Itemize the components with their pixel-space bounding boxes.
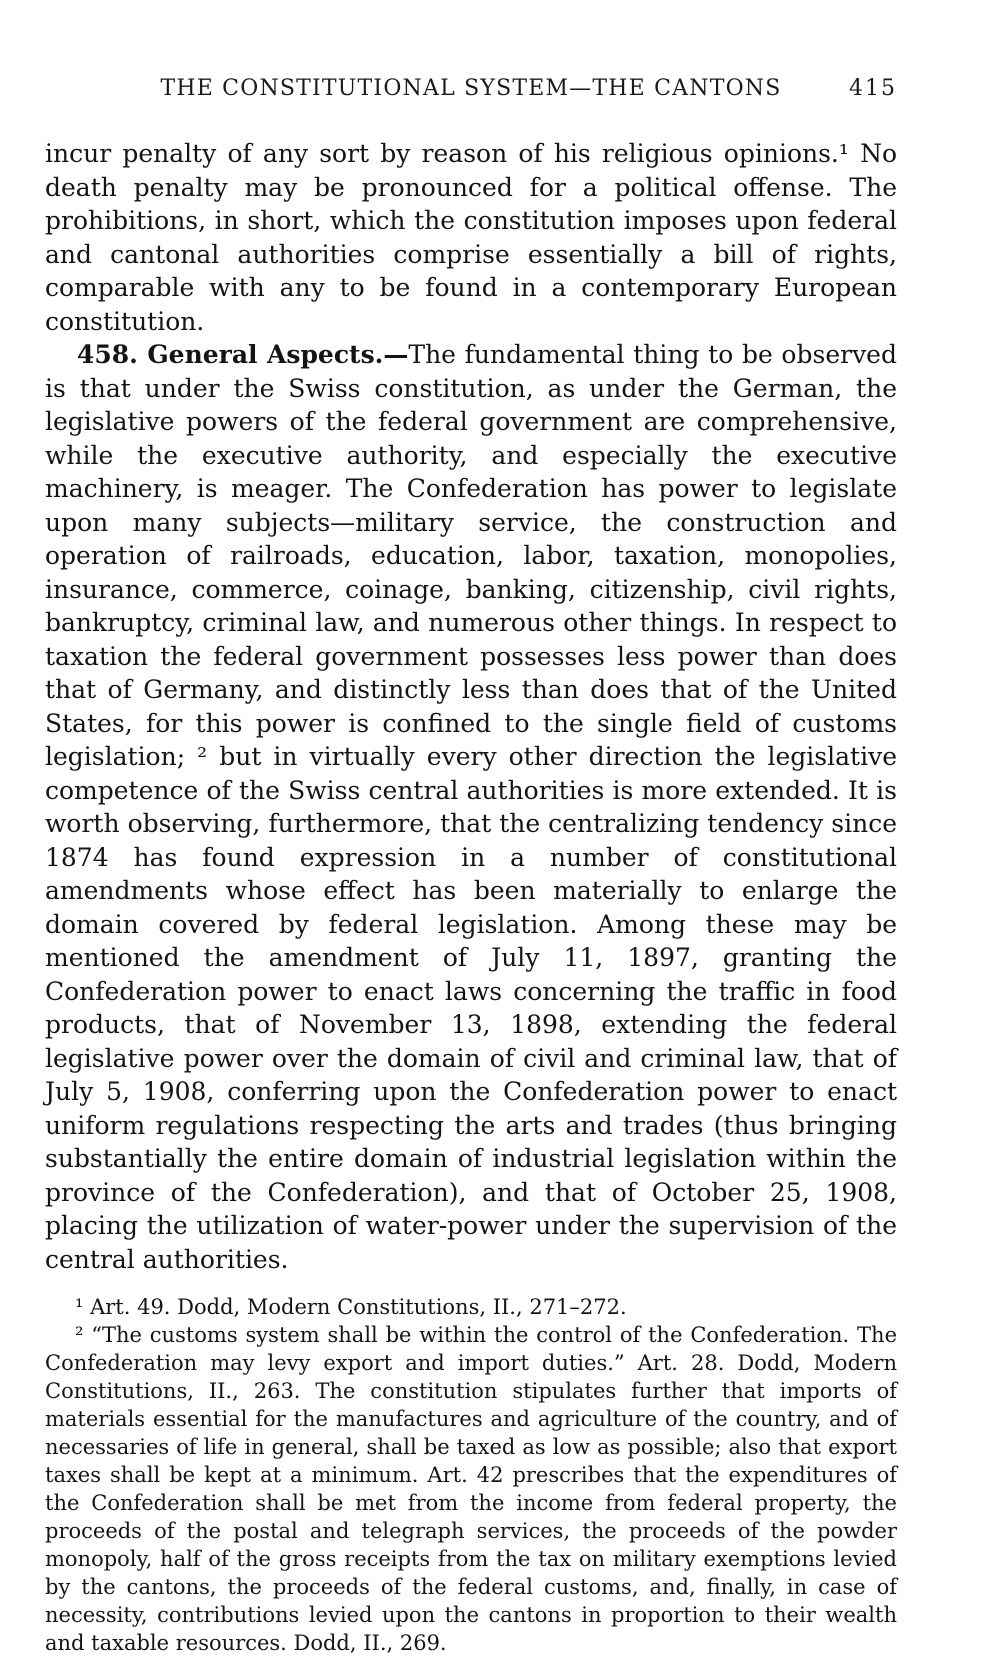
footnote-1: ¹ Art. 49. Dodd, Modern Constitutions, II., 271–272. xyxy=(75,1295,627,1319)
running-head xyxy=(45,76,897,101)
footnotes-section xyxy=(45,1293,897,1657)
body-text xyxy=(45,137,897,1276)
paragraph-general-aspects xyxy=(45,338,897,1276)
footnote-2: ² “The customs system shall be within the control of the Confederation. The Confederation may levy export and import duties.” Art. 28. Dodd, Modern Constitutions, II., 263. The constitution stipulates further that imports of materials essential for the manufactures and agriculture of the country, and of necessaries of life in general, shall be taxed as low as possible; also that export taxes shall be kept at a minimum. Art. 42 prescribes that the expenditures of the Confederation shall be met from the income from federal property, the proceeds of the postal and telegraph services, the proceeds of the powder monopoly, half of the gross receipts from the tax on military exemptions levied by the cantons, the proceeds of the federal customs, and, finally, in case of necessity, contributions levied upon the cantons in proportion to their wealth and taxable resources. Dodd, II., 269. xyxy=(45,1323,897,1655)
paragraph-general-aspects-text: The fundamental thing to be observed is that under the Swiss constitution, as under the German, the legislative powers of the federal government are comprehensive, while the executive authority, and especially the executive machinery, is meager. The Confederation has power to legislate upon many subjects—military service, the construction and operation of railroads, education, labor, taxation, monopolies, insurance, commerce, coinage, banking, citizenship, civil rights, bankruptcy, criminal law, and numerous other things. In respect to taxation the federal government possesses less power than does that of Germany, and distinctly less than does that of the United States, for this power is confined to the single field of customs legislation; ² but in virtually every other direction the legislative competence of the Swiss central authorities is more extended. It is worth observing, furthermore, that the centralizing tendency since 1874 has found expression in a number of constitutional amendments whose effect has been materially to enlarge the domain covered by federal legislation. Among these may be mentioned the amendment of July 11, 1897, granting the Confederation power to enact laws concerning the traffic in food products, that of November 13, 1898, extending the federal legislative power over the domain of civil and criminal law, that of July 5, 1908, conferring upon the Confederation power to enact uniform regulations respecting the arts and trades (thus bringing substantially the entire domain of industrial legislation within the province of the Confederation), and that of October 25, 1908, placing the utilization of water-power under the supervision of the central authorities. xyxy=(45,340,897,1274)
paragraph-religious-opinions: incur penalty of any sort by reason of his religious opinions.¹ No death penalty may be pronounced for a political offense. The prohibitions, in short, which the constitution imposes upon federal and cantonal authorities comprise essentially a bill of rights, comparable with any to be found in a contemporary European constitution. xyxy=(45,139,897,336)
running-head-title: THE CONSTITUTIONAL SYSTEM—THE CANTONS xyxy=(160,76,782,101)
section-heading-458: 458. General Aspects.— xyxy=(77,340,409,369)
page-number: 415 xyxy=(849,76,897,101)
